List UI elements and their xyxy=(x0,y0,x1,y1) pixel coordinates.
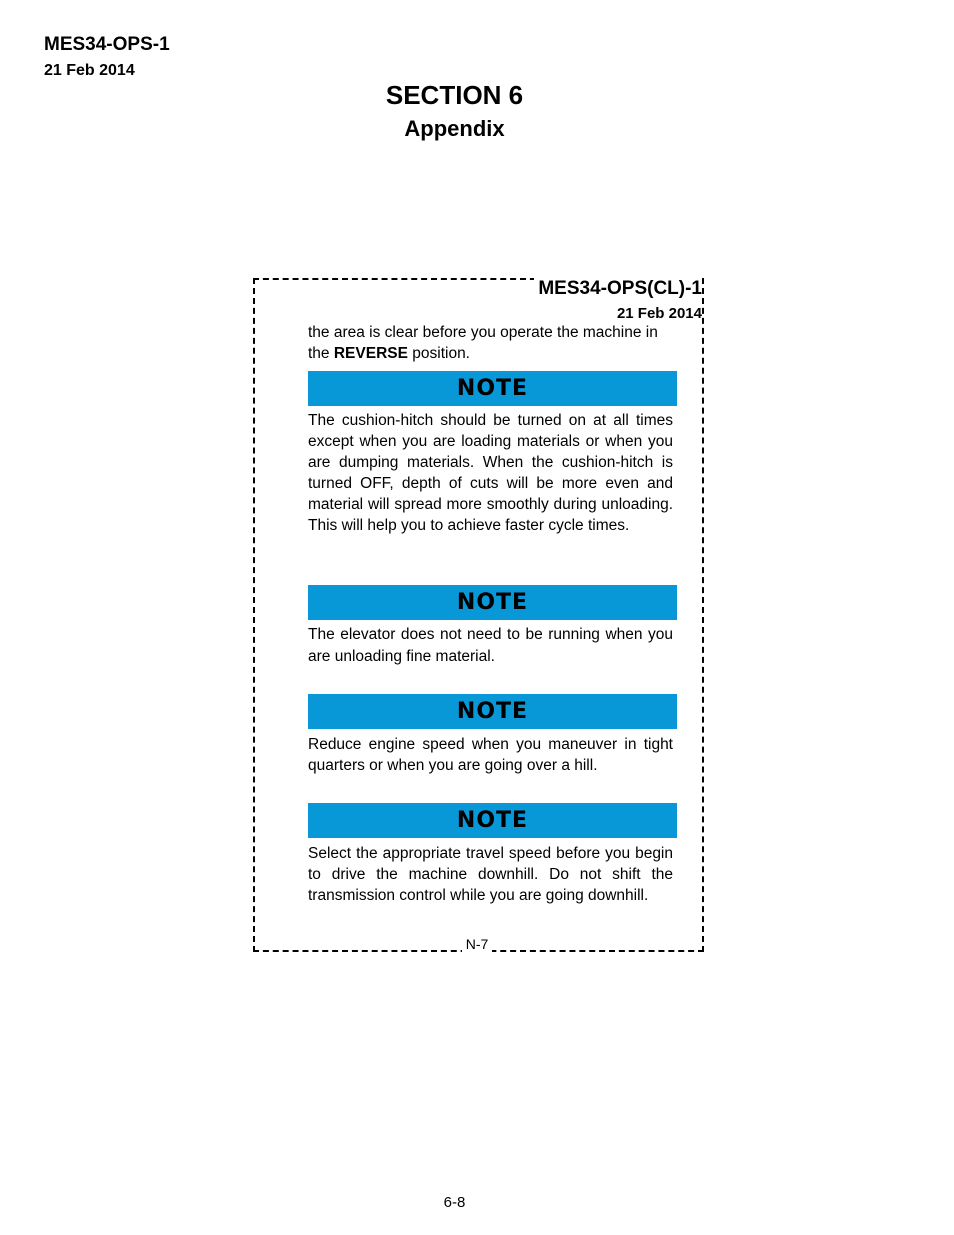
card-page-label-wrap xyxy=(0,936,954,952)
intro-text-emphasis: REVERSE xyxy=(333,345,408,362)
card-document-id: MES34-OPS(CL)-1 xyxy=(534,278,702,300)
page-number: 6-8 xyxy=(443,1194,466,1211)
card-intro-text xyxy=(308,322,673,364)
note-banner-2: NOTE xyxy=(308,585,677,620)
note-banner-4: NOTE xyxy=(308,803,677,838)
intro-text-before: the area is clear before you operate the machine in the xyxy=(308,324,658,362)
document-id: MES34-OPS-1 xyxy=(44,34,170,55)
note-text-2: The elevator does not need to be running when you are unloading fine material. xyxy=(308,626,673,665)
note-text-1: The cushion-hitch should be turned on at all times except when you are loading materials or when you are dumping materials. When the cushion-hitch is turned OFF, depth of cuts will be more even and material will spread more smoothly during unloading. This will help you to achieve faster cycle times. xyxy=(308,412,673,534)
card-date: 21 Feb 2014 xyxy=(613,305,702,322)
document-date: 21 Feb 2014 xyxy=(44,62,135,79)
intro-text-after: position. xyxy=(407,345,470,362)
note-banner-3: NOTE xyxy=(308,694,677,729)
section-subtitle: Appendix xyxy=(404,116,505,141)
card-page-label: N-7 xyxy=(462,936,493,952)
note-text-3: Reduce engine speed when you maneuver in tight quarters or when you are going over a hill. xyxy=(308,736,673,774)
section-title: SECTION 6 xyxy=(385,80,524,110)
note-text-4: Select the appropriate travel speed before you begin to drive the machine downhill. Do not shift the transmission control while you are going downhill. xyxy=(308,845,673,904)
note-banner-1: NOTE xyxy=(308,371,677,406)
